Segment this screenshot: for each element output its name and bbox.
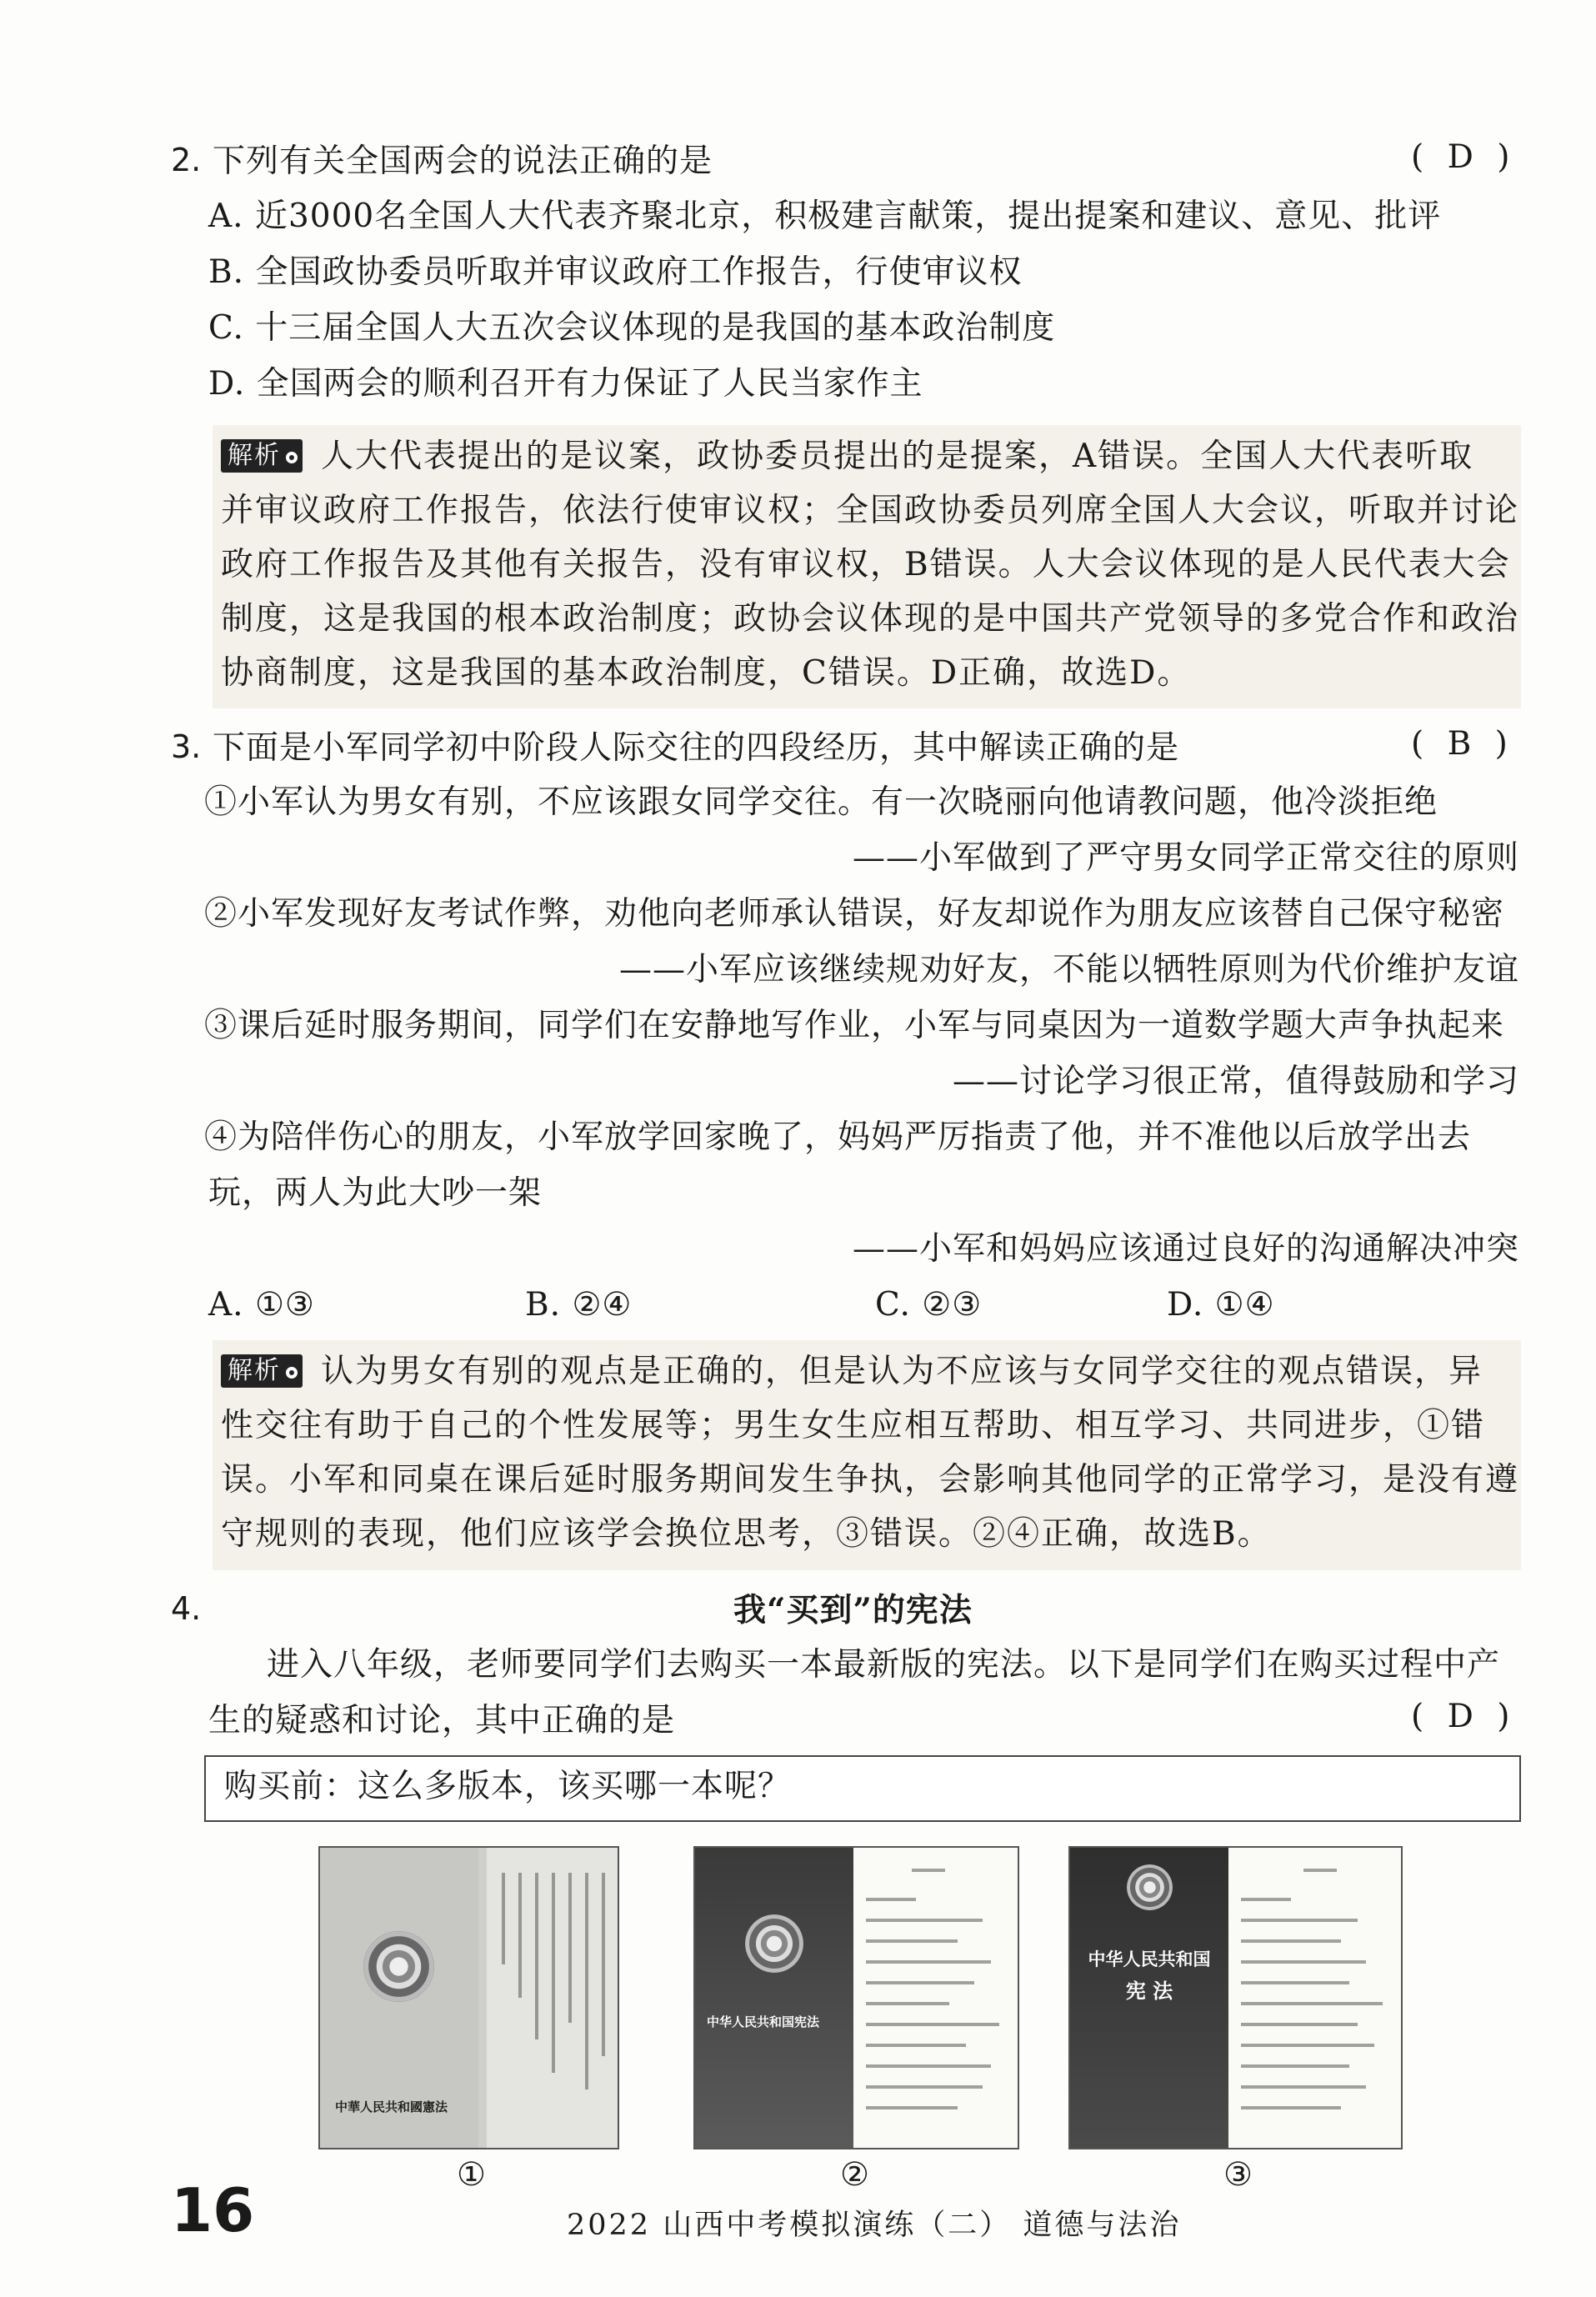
q3-option-c: C. ②③ bbox=[875, 1286, 983, 1324]
q3-item-1-comment: ——小军做到了严守男女同学正常交往的原则 bbox=[852, 839, 1519, 877]
book-2-cover-title: 中华人民共和国宪法 bbox=[707, 2014, 820, 2029]
q2-analysis-line-5: 协商制度，这是我国的基本政治制度，C错误。D正确，故选D。 bbox=[221, 654, 1192, 692]
q2-analysis-tag: 解析 bbox=[221, 439, 303, 473]
q3-option-d: D. ①④ bbox=[1167, 1286, 1275, 1324]
book-3-cover bbox=[1070, 1848, 1228, 2148]
q3-analysis-line-1: 认为男女有别的观点是正确的，但是认为不应该与女同学交往的观点错误，异 bbox=[321, 1353, 1483, 1390]
footer-title: 2022 山西中考模拟演练（二） 道德与法治 bbox=[567, 2209, 1182, 2242]
q3-analysis-box bbox=[213, 1340, 1521, 1570]
q3-analysis-line-2: 性交往有助于自己的个性发展等；男生女生应相互帮助、相互学习、共同进步，①错 bbox=[221, 1407, 1486, 1444]
book-1-cover bbox=[320, 1848, 478, 2148]
q2-option-c: C. 十三届全国人大五次会议体现的是我国的基本政治制度 bbox=[208, 309, 1056, 347]
q3-item-4-line-2: 玩，两人为此大吵一架 bbox=[208, 1174, 543, 1212]
q4-intro-line-2: 生的疑惑和讨论，其中正确的是 bbox=[208, 1702, 676, 1739]
q3-item-1: ①小军认为男女有别，不应该跟女同学交往。有一次晓丽向他请教问题，他冷淡拒绝 bbox=[204, 783, 1438, 821]
book-1-image bbox=[318, 1846, 619, 2149]
book-2-caption: ② bbox=[840, 2156, 870, 2194]
q3-item-2: ②小军发现好友考试作弊，劝他向老师承认错误，好友却说作为朋友应该替自己保守秘密 bbox=[204, 895, 1505, 933]
q3-number: 3. bbox=[171, 728, 202, 765]
book-1-toc bbox=[487, 1848, 618, 2148]
book-1-caption: ① bbox=[457, 2156, 487, 2194]
q2-option-b: B. 全国政协委员听取并审议政府工作报告，行使审议权 bbox=[208, 253, 1023, 291]
book-3-cover-title-line-1: 中华人民共和国 bbox=[1088, 1949, 1211, 1969]
q2-analysis-line-2: 并审议政府工作报告，依法行使审议权；全国政协委员列席全国人大会议，听取并讨论 bbox=[221, 492, 1520, 529]
book-1-cover-title: 中華人民共和國憲法 bbox=[335, 2099, 448, 2114]
q3-analysis-line-4: 守规则的表现，他们应该学会换位思考，③错误。②④正确，故选B。 bbox=[221, 1515, 1272, 1553]
q2-answer: ( D ) bbox=[1411, 138, 1517, 176]
page-number: 16 bbox=[171, 2175, 255, 2245]
book-2-emblem bbox=[745, 1914, 803, 1973]
q3-stem: 下面是小军同学初中阶段人际交往的四段经历，其中解读正确的是 bbox=[213, 729, 1180, 767]
q3-item-2-comment: ——小军应该继续规劝好友，不能以牺牲原则为代价维护友谊 bbox=[618, 951, 1519, 988]
book-2-toc bbox=[853, 1848, 1018, 2148]
q3-answer: ( B ) bbox=[1411, 725, 1514, 763]
book-2-cover bbox=[695, 1848, 853, 2148]
book-3-cover-title-line-2: 宪 法 bbox=[1125, 1979, 1173, 2003]
q2-analysis-box bbox=[213, 425, 1521, 708]
q2-option-a: A. 近3000名全国人大代表齐聚北京，积极建言献策，提出提案和建议、意见、批评 bbox=[208, 198, 1442, 235]
q4-intro-line-1: 进入八年级，老师要同学们去购买一本最新版的宪法。以下是同学们在购买过程中产 bbox=[267, 1646, 1501, 1684]
q3-option-a: A. ①③ bbox=[208, 1286, 315, 1324]
q3-item-4-comment: ——小军和妈妈应该通过良好的沟通解决冲突 bbox=[852, 1230, 1519, 1268]
q2-stem: 下列有关全国两会的说法正确的是 bbox=[213, 143, 713, 180]
q4-prompt: 购买前：这么多版本，该买哪一本呢？ bbox=[224, 1768, 792, 1805]
q3-analysis-tag: 解析 bbox=[221, 1354, 303, 1388]
q3-item-4-line-1: ④为陪伴伤心的朋友，小军放学回家晚了，妈妈严厉指责了他，并不准他以后放学出去 bbox=[204, 1118, 1472, 1156]
book-1-emblem bbox=[363, 1931, 434, 2002]
book-3-toc bbox=[1228, 1848, 1401, 2148]
q4-title: 我“买到”的宪法 bbox=[733, 1591, 973, 1629]
q4-answer: ( D ) bbox=[1411, 1698, 1517, 1735]
book-3-emblem bbox=[1127, 1864, 1173, 1910]
q3-option-b: B. ②④ bbox=[525, 1286, 633, 1324]
book-3-image bbox=[1068, 1846, 1403, 2149]
q4-prompt-box bbox=[204, 1755, 1521, 1822]
q2-analysis-line-4: 制度，这是我国的根本政治制度；政协会议体现的是中国共产党领导的多党合作和政治 bbox=[221, 600, 1520, 638]
q4-number: 4. bbox=[171, 1590, 202, 1627]
q3-item-3-comment: ——讨论学习很正常，值得鼓励和学习 bbox=[952, 1063, 1519, 1100]
q2-analysis-line-1: 人大代表提出的是议案，政协委员提出的是提案，A错误。全国人大代表听取 bbox=[321, 438, 1474, 475]
q3-analysis-line-3: 误。小军和同桌在课后延时服务期间发生争执，会影响其他同学的正常学习，是没有遵 bbox=[221, 1461, 1520, 1499]
q3-item-3: ③课后延时服务期间，同学们在安静地写作业，小军与同桌因为一道数学题大声争执起来 bbox=[204, 1007, 1505, 1044]
q2-number: 2. bbox=[171, 142, 202, 178]
q2-option-d: D. 全国两会的顺利召开有力保证了人民当家作主 bbox=[208, 365, 923, 403]
book-2-image bbox=[693, 1846, 1019, 2149]
book-3-caption: ③ bbox=[1223, 2156, 1253, 2194]
q2-analysis-line-3: 政府工作报告及其他有关报告，没有审议权，B错误。人大会议体现的是人民代表大会 bbox=[221, 546, 1511, 583]
